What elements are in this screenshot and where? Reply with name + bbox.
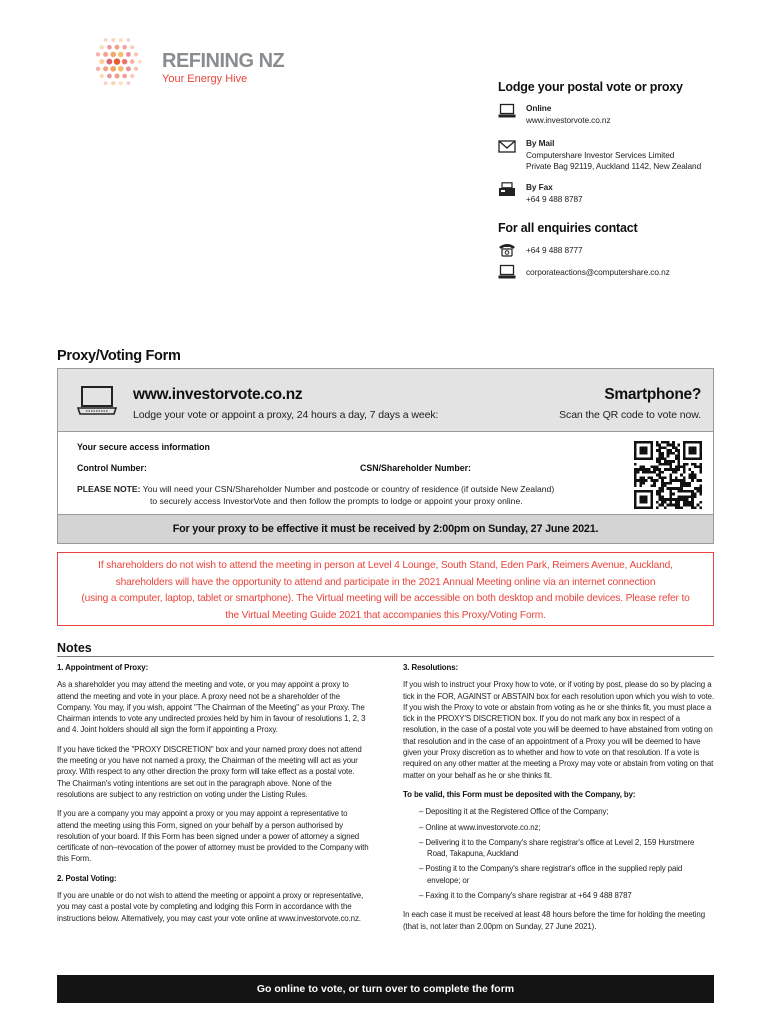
control-number-label: Control Number: <box>77 463 147 473</box>
online-url[interactable]: www.investorvote.co.nz <box>526 114 611 125</box>
appointment-para3: If you are a company you may appoint a proxy or you may appoint a representative to attend the meeting using this Form, signed on your behalf by a person authorised by resolution of your board. If this Form has been signed under a power of attorney a signed certificate of non–revocation of the power of attorney must be provided to the Company with this Form. <box>57 809 369 864</box>
resolutions-heading: 3. Resolutions: <box>403 663 459 672</box>
notice-line2: shareholders will have the opportunity to attend and participate in the 2021 Annual Meeting online via an internet connection <box>115 576 656 588</box>
qr-code-icon[interactable] <box>634 441 702 509</box>
mail-line2: Private Bag 92119, Auckland 1142, New Zealand <box>526 161 702 171</box>
lodge-title: Lodge your postal vote or proxy <box>498 80 683 94</box>
appointment-para2: If you have ticked the "PROXY DISCRETION" box and your named proxy does not attend the meeting or you have not named a proxy, the Chairman of the meeting will act as your proxy. With respect to any other direction the proxy form will take effect as a postal vote. The Chairman's voting intentions are set out in the paragraph above. None of the resolutions are subject to any restriction on voting under the Listing Rules. <box>57 744 362 799</box>
deposit-item: – Posting it to the Company's share registrar's office in the supplied reply paid envelope; or <box>419 864 683 885</box>
deposit-list <box>403 806 715 901</box>
appointment-para1: As a shareholder you may attend the meeting and vote, or you may appoint a proxy to attend the meeting and vote in your place. A proxy need not be a shareholder of the Company. You may, if you wish, appoint "The Chairman of the Meeting" as your Proxy. The Chairman intends to vote any undirected proxies held by him in favour of resolutions 1, 2, 3 and 4. Joint holders should all sign the form if appointing a Proxy. <box>57 680 366 735</box>
resolutions-para: If you wish to instruct your Proxy how to vote, or if voting by post, please do so by placing a tick in the FOR, AGAINST or ABSTAIN box for each resolution upon which you wish to vote. If you wish the Proxy to vote or abstain from voting as he or she thinks fit, you must place a tick in the PROXY'S DISCRETION box. If you do not mark any box in respect of a resolution, in the case of a postal vote you will be deemed to have abstained from voting on that resolution and in the case of an appointment of a Proxy you will be deemed to have given your Proxy discretion as to whether and how to vote on that resolution. If a vote is required on any other matter at the meeting a Proxy may vote or abstain from voting on that matter on your behalf as he or she thinks fit. <box>403 680 715 780</box>
deposit-para: In each case it must be received at least 48 hours before the time for holding the meeting (that is, not later than 2.00pm on Sunday, 27 June 2021). <box>403 910 705 931</box>
online-label: Online <box>526 103 552 113</box>
mail-line1: Computershare Investor Services Limited <box>526 149 675 160</box>
online-header <box>57 368 714 432</box>
access-info <box>57 432 714 514</box>
online-url-heading[interactable]: www.investorvote.co.nz <box>133 386 303 403</box>
deposit-item: – Depositing it at the Registered Office of the Company; <box>419 807 609 817</box>
deadline-banner: For your proxy to be effective it must be received by 2:00pm on Sunday, 27 June 2021. <box>57 514 714 544</box>
fax-number: +64 9 488 8787 <box>526 193 583 204</box>
deposit-item: – Delivering it to the Company's share registrar's office at Level 2, 159 Hurstmere Road, Takapuna, Auckland <box>419 837 695 859</box>
company-logo <box>92 34 285 94</box>
hive-logo-icon <box>92 34 162 96</box>
access-title: Your secure access information <box>77 442 210 452</box>
postal-voting-heading: 2. Postal Voting: <box>57 873 117 883</box>
fax-label: By Fax <box>526 182 553 192</box>
brand-tagline: Your Energy Hive <box>162 73 248 85</box>
laptop-icon <box>498 103 516 119</box>
laptop-icon <box>77 385 117 417</box>
please-note-label: PLEASE NOTE: <box>77 484 141 494</box>
laptop-icon <box>498 264 516 280</box>
smartphone-description: Scan the QR code to vote now. <box>559 409 701 421</box>
postal-voting-para: If you are unable or do not wish to attend the meeting or appoint a proxy or representative, you may cast a postal vote by completing and lodging this Form in accordance with the instructions below. Alternatively, you may cast your vote online at www.investorvote.co.nz. <box>57 891 364 923</box>
deposit-heading: To be valid, this Form must be deposited with the Company, by: <box>403 789 636 799</box>
deposit-item: – Online at www.investorvote.co.nz; <box>419 822 541 832</box>
please-note-line1: You will need your CSN/Shareholder Number and postcode or country of residence (if outside New Zealand) <box>142 484 555 494</box>
notes-right-column <box>403 662 715 940</box>
envelope-icon <box>498 138 516 154</box>
virtual-meeting-notice <box>57 552 714 626</box>
notice-line3: (using a computer, laptop, tablet or smartphone). The Virtual meeting will be accessible on both desktop and mobile devices. Please refer to <box>81 593 690 604</box>
csn-label: CSN/Shareholder Number: <box>360 463 471 473</box>
smartphone-title: Smartphone? <box>604 386 701 403</box>
notice-line4: the Virtual Meeting Guide 2021 that accompanies this Proxy/Voting Form. <box>225 609 546 621</box>
online-description: Lodge your vote or appoint a proxy, 24 hours a day, 7 days a week: <box>133 409 439 421</box>
fax-icon <box>498 182 516 198</box>
footer-bar: Go online to vote, or turn over to complete the form <box>57 975 714 1003</box>
online-voting-box <box>57 368 714 544</box>
enquiries-title: For all enquiries contact <box>498 221 638 235</box>
notice-line1: If shareholders do not wish to attend the meeting in person at Level 4 Lounge, South Stand, Eden Park, Reimers Avenue, Auckland, <box>98 560 673 571</box>
form-title: Proxy/Voting Form <box>57 348 181 364</box>
notes-divider <box>57 656 714 657</box>
telephone-icon <box>498 242 516 258</box>
appointment-heading: 1. Appointment of Proxy: <box>57 663 149 672</box>
notes-left-column <box>57 662 369 932</box>
notes-title: Notes <box>57 641 92 655</box>
mail-label: By Mail <box>526 138 555 148</box>
brand-name: REFINING NZ <box>162 50 285 72</box>
please-note <box>77 483 617 507</box>
deposit-item: – Faxing it to the Company's share registrar at +64 9 488 8787 <box>419 891 632 901</box>
phone-number: +64 9 488 8777 <box>526 245 583 255</box>
please-note-line2: to securely access InvestorVote and then follow the prompts to lodge or appoint your proxy online. <box>150 496 523 506</box>
email-address[interactable]: corporateactions@computershare.co.nz <box>526 267 670 277</box>
